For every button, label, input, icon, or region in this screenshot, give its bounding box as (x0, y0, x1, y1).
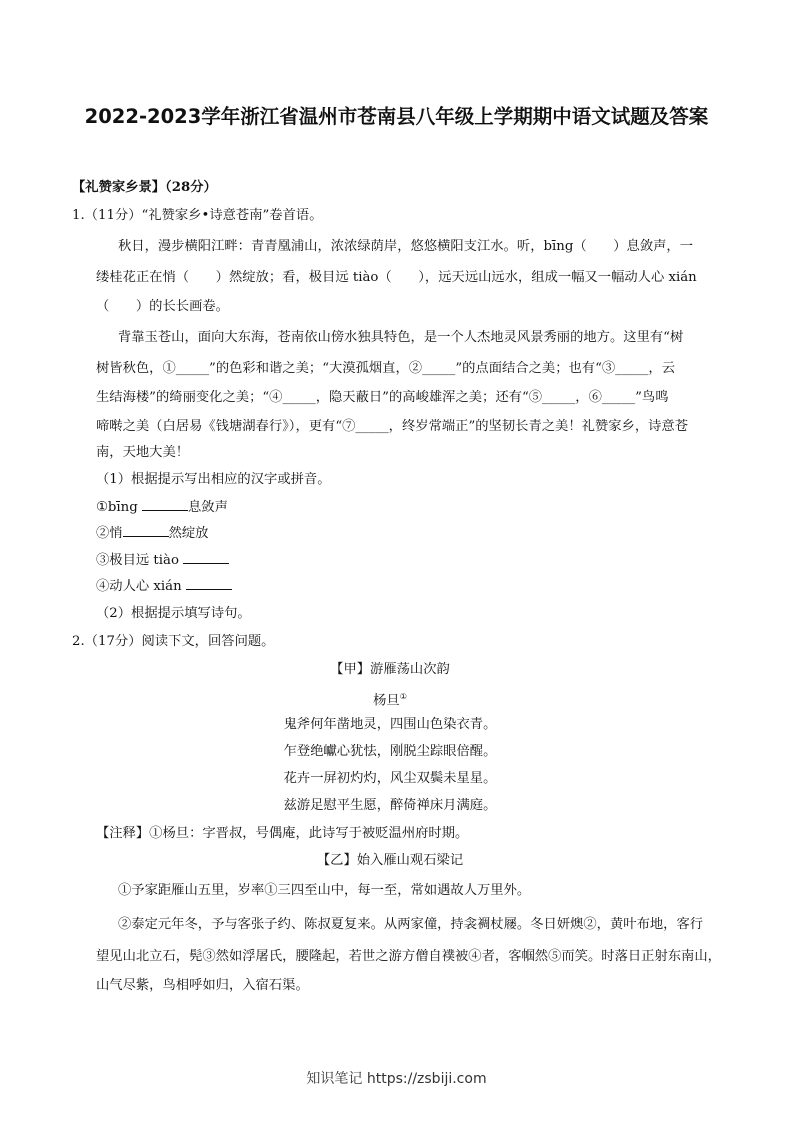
prose-paragraph-2-line3: 山气尽紫，鸟相呼如归，入宿石渠。 (96, 978, 309, 993)
q1-item-3-pre: ③极目远 tiào (96, 553, 179, 568)
q1-item-2-pre: ②悄 (96, 526, 123, 541)
q1-item-1-post: 息敛声 (188, 500, 228, 515)
q1-sub1: （1）根据提示写出相应的汉字或拼音。 (96, 472, 331, 487)
q1-item-2-post: 然绽放 (168, 526, 209, 541)
poem-author-line (40, 687, 740, 711)
q1-item-3 (96, 550, 229, 571)
q1-paragraph2-line1: 背靠玉苍山，面向大东海，苍南依山傍水独具特色，是一个人杰地灵风景秀丽的地方。这里有“树 (118, 330, 684, 345)
poem-author-note-mark: ① (399, 692, 407, 701)
prose-title: 【乙】始入雁山观石梁记 (316, 853, 464, 868)
question-1-stem: 1.（11分）“礼赞家乡•诗意苍南”卷首语。 (72, 208, 323, 223)
poem-line-3: 花卉一屏初灼灼，风尘双鬓未星星。 (283, 771, 497, 786)
q1-paragraph2-line5: 南，天地大美！ (96, 445, 190, 460)
answer-blank-3[interactable] (183, 550, 229, 564)
section-heading: 【礼赞家乡景】（28分） (72, 180, 217, 195)
poem-line-2: 乍登绝巘心犹怯，刚脱尘踪眼倍醒。 (283, 744, 497, 759)
answer-blank-4[interactable] (186, 576, 232, 590)
q1-paragraph2-line2: 树皆秋色，①_____”的色彩和谐之美；“大漠孤烟直，②_____”的点面结合之美；也有“③_____，云 (96, 361, 676, 376)
q1-item-1-pre: ①bīng (96, 500, 138, 515)
page-title: 2022-2023学年浙江省温州市苍南县八年级上学期期中语文试题及答案 (84, 105, 709, 128)
q1-item-4 (96, 576, 232, 597)
question-2-stem: 2.（17分）阅读下文，回答问题。 (72, 634, 275, 649)
poem-line-4: 兹游足慰平生愿，醉倚禅床月满庭。 (283, 798, 497, 813)
poem-author: 杨旦 (373, 693, 400, 709)
answer-blank-2[interactable] (123, 523, 169, 537)
answer-blank-1[interactable] (142, 497, 188, 511)
prose-paragraph-1: ①予家距雁山五里，岁率①三四至山中，每一至，常如遇故人万里外。 (118, 883, 531, 898)
footer-watermark: 知识笔记 https://zsbiji.com (306, 1071, 487, 1087)
q1-paragraph1-line3: （ ）的长长画卷。 (96, 299, 229, 314)
q1-item-1 (96, 497, 228, 518)
q1-paragraph1-line2: 缕桂花正在悄（ ）然绽放；看，极目远 tiào（ ），远天远山远水，组成一幅又一幅动人心 xián (96, 270, 697, 285)
q1-paragraph2-line4: 啼啭之美（白居易《钱塘湖春行》），更有“⑦_____，终岁常端正”的坚韧长青之美！礼赞家乡，诗意苍 (96, 419, 689, 434)
q1-item-2 (96, 523, 208, 544)
prose-paragraph-2-line1: ②泰定元年冬，予与客张子约、陈叔夏复来。从两家僮，持衾裯杖屦。冬日妍燠②，黄叶布地，客行 (118, 917, 704, 932)
q1-item-4-pre: ④动人心 xián (96, 579, 182, 594)
prose-paragraph-2-line2: 望见山北立石，髡③然如浮屠氏，腰隆起，若世之游方僧自襆被④者，客帼然⑤而笑。时落日正射东南山， (96, 949, 721, 964)
q1-sub2: （2）根据提示填写诗句。 (96, 606, 251, 621)
poem-line-1: 鬼斧何年凿地灵，四围山色染衣青。 (283, 717, 497, 732)
poem-title: 【甲】游雁荡山次韵 (330, 662, 450, 677)
poem-note: 【注释】①杨旦：字晋叔，号偶庵，此诗写于被贬温州府时期。 (96, 826, 469, 841)
q1-paragraph1-line1: 秋日，漫步横阳江畔：青青凰浦山，浓浓绿荫岸，悠悠横阳支江水。听，bīng（ ）息敛声，一 (118, 239, 694, 254)
q1-paragraph2-line3: 生结海楼”的绮丽变化之美；“④_____，隐天蔽日”的高峻雄浑之美；还有“⑤_____，⑥_____”鸟鸣 (96, 390, 669, 405)
